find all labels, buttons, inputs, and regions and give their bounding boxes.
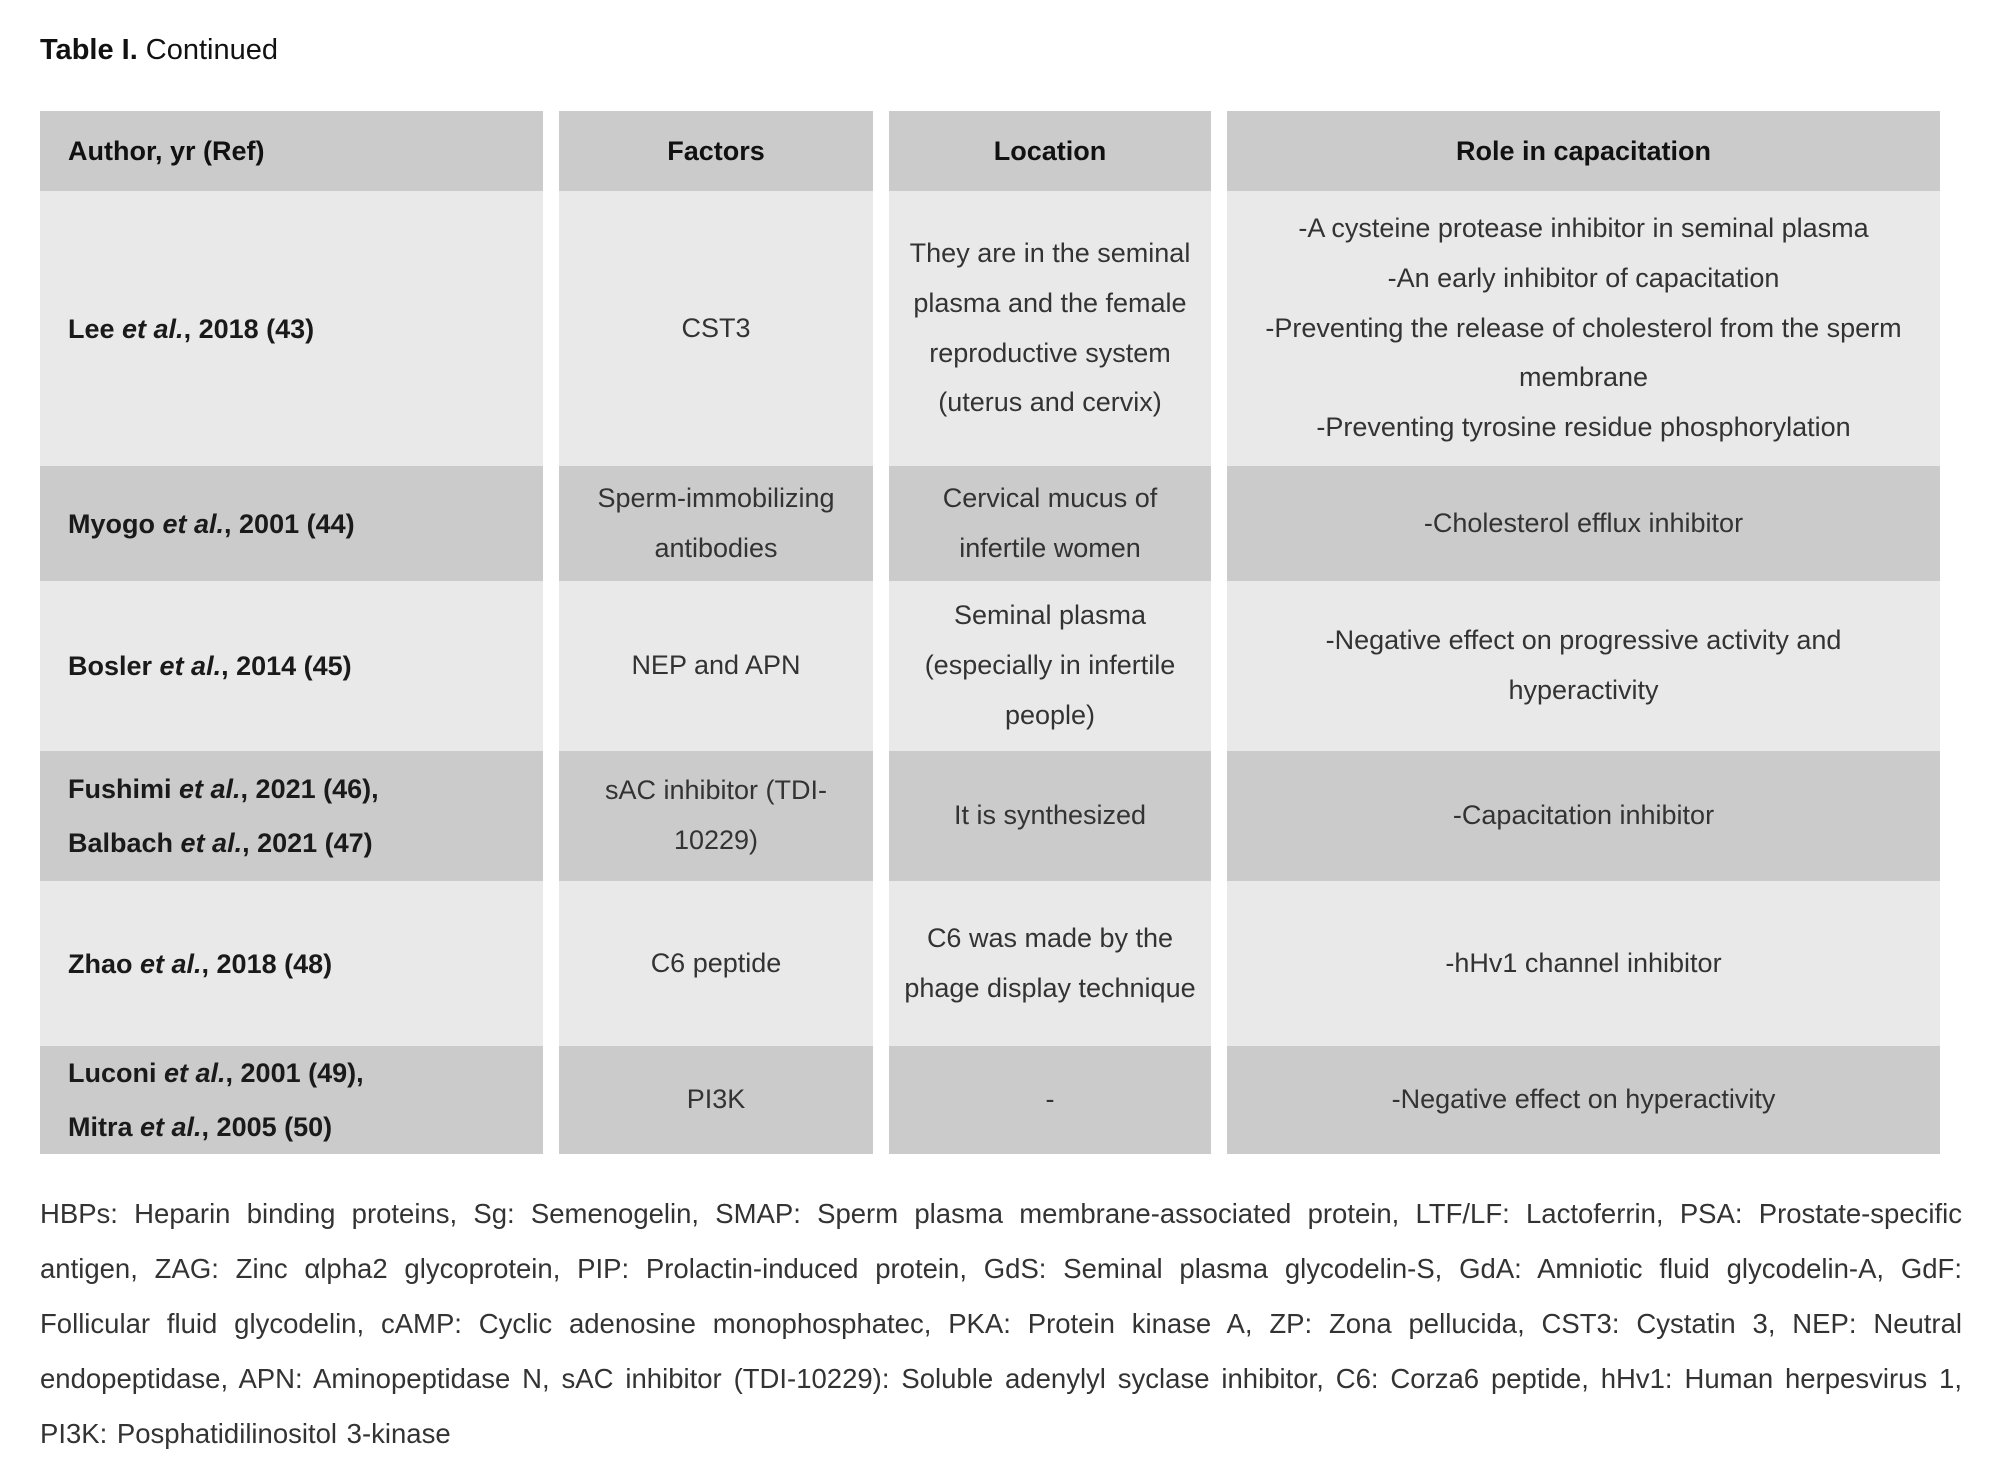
role-item: -Preventing tyrosine residue phosphorylation (1316, 412, 1851, 443)
author-line: Lee et al., 2018 (43) (68, 313, 315, 344)
table-body (40, 191, 1940, 1154)
table-row (40, 1046, 1940, 1154)
author-line: Balbach et al., 2021 (47) (68, 828, 373, 858)
table-row (40, 881, 1940, 1046)
role-item: -Negative effect on hyperactivity (1391, 1084, 1776, 1115)
author-line: Bosler et al., 2014 (45) (68, 651, 352, 681)
table-row (40, 751, 1940, 881)
author-cell (40, 581, 543, 751)
factors-cell: NEP and APN (559, 581, 873, 751)
author-cell (40, 466, 543, 581)
location-cell: Seminal plasma (especially in infertile people) (889, 581, 1211, 751)
location-cell: Cervical mucus of infertile women (889, 466, 1211, 581)
role-cell (1227, 191, 1940, 466)
author-cell (40, 1046, 543, 1154)
abbreviations-footnote: HBPs: Heparin binding proteins, Sg: Semenogelin, SMAP: Sperm plasma membrane-associated protein, LTF/LF: Lactoferrin, PSA: Prostate-specific antigen, ZAG: Zinc αlpha2 glycoprotein, PIP: Prolactin-induced protein, GdS: Seminal plasma glycodelin-S, GdA: Amniotic fluid glycodelin-A, GdF: Follicular fluid glycodelin, cAMP: Cyclic adenosine monophosphatec, PKA: Protein kinase A, ZP: Zona pellucida, CST3: Cystatin 3, NEP: Neutral endopeptidase, APN: Aminopeptidase N, sAC inhibitor (TDI-10229): Soluble adenylyl syclase inhibitor, C6: Corza6 peptide, hHv1: Human herpesvirus 1, PI3K: Posphatidilinositol 3-kinase (40, 1198, 1962, 1449)
role-cell (1227, 466, 1940, 581)
author-cell (40, 881, 543, 1046)
author-cell (40, 751, 543, 881)
author-line: Fushimi et al., 2021 (46), (68, 774, 379, 804)
table-title-label: Table I. (40, 34, 138, 66)
role-cell (1227, 581, 1940, 751)
table-title (40, 34, 1960, 67)
location-cell: It is synthesized (889, 751, 1211, 881)
role-item: -An early inhibitor of capacitation (1387, 262, 1780, 293)
role-cell (1227, 881, 1940, 1046)
role-item: -hHv1 channel inhibitor (1445, 947, 1722, 978)
data-table (40, 111, 1940, 1154)
role-cell (1227, 751, 1940, 881)
role-item: -Negative effect on progressive activity and hyperactivity (1325, 625, 1842, 705)
header-author: Author, yr (Ref) (40, 111, 543, 191)
location-cell: C6 was made by the phage display technique (889, 881, 1211, 1046)
factors-cell: PI3K (559, 1046, 873, 1154)
factors-cell: sAC inhibitor (TDI-10229) (559, 751, 873, 881)
role-item: -Cholesterol efflux inhibitor (1423, 507, 1744, 538)
author-line: Zhao et al., 2018 (48) (68, 948, 333, 979)
location-cell: They are in the seminal plasma and the female reproductive system (uterus and cervix) (889, 191, 1211, 466)
table-row (40, 581, 1940, 751)
factors-cell: C6 peptide (559, 881, 873, 1046)
role-cell (1227, 1046, 1940, 1154)
table-title-continued: Continued (145, 34, 278, 66)
table-row (40, 191, 1940, 466)
table-row (40, 466, 1940, 581)
factors-cell: Sperm-immobilizing antibodies (559, 466, 873, 581)
factors-cell: CST3 (559, 191, 873, 466)
role-item: -A cysteine protease inhibitor in seminal plasma (1298, 212, 1869, 243)
author-cell (40, 191, 543, 466)
author-line: Myogo et al., 2001 (44) (68, 508, 355, 539)
author-line: Luconi et al., 2001 (49), (68, 1058, 364, 1088)
author-line: Mitra et al., 2005 (50) (68, 1112, 333, 1142)
table-header-row (40, 111, 1940, 191)
header-factors: Factors (559, 111, 873, 191)
role-item: -Capacitation inhibitor (1452, 800, 1715, 831)
header-role: Role in capacitation (1227, 111, 1940, 191)
location-cell: - (889, 1046, 1211, 1154)
role-item: -Preventing the release of cholesterol from the sperm membrane (1265, 312, 1902, 393)
header-location: Location (889, 111, 1211, 191)
